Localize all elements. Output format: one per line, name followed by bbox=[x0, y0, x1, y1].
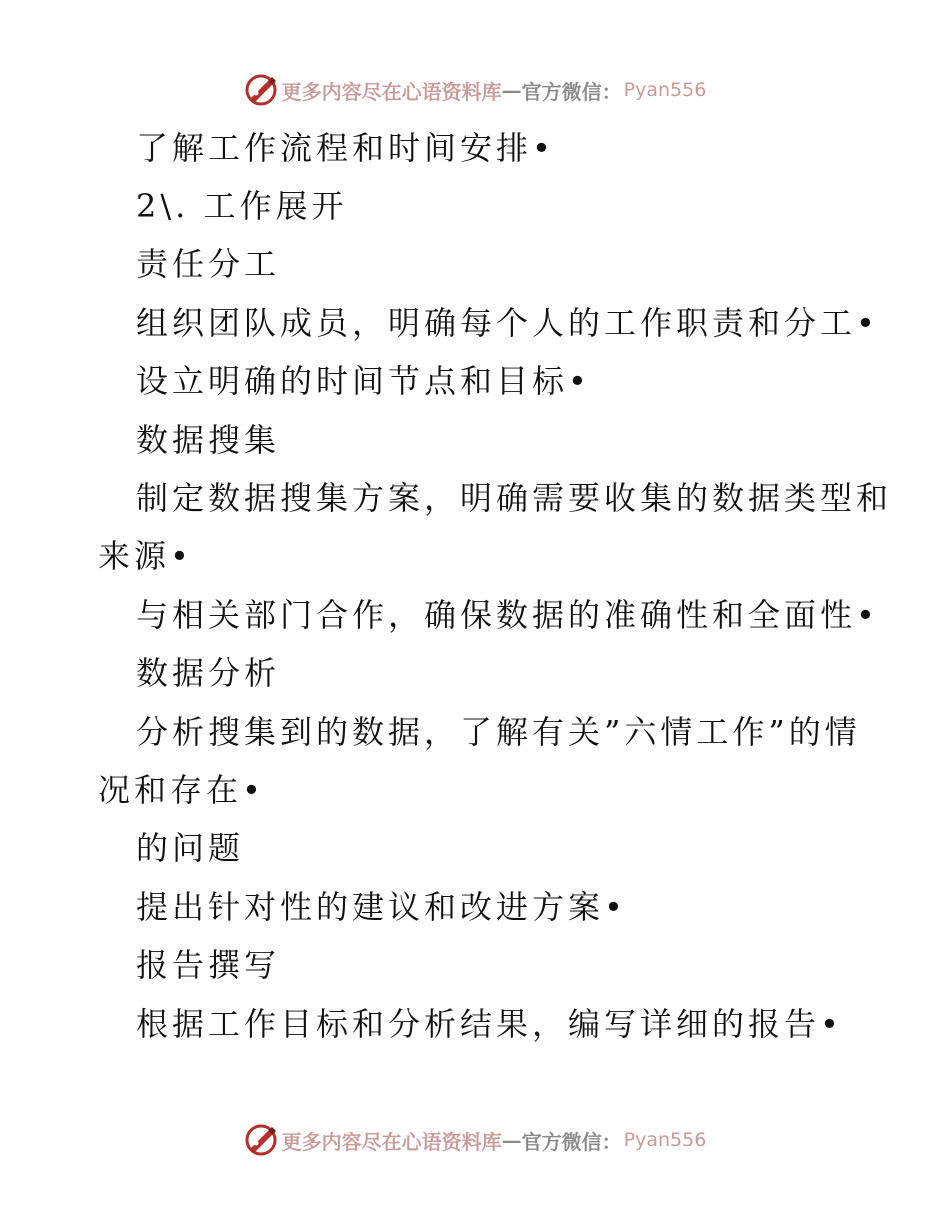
text-line: 的问题 bbox=[136, 829, 245, 867]
banner-wechat-label: 官方微信： bbox=[521, 79, 622, 104]
header-banner bbox=[0, 70, 950, 110]
banner-wechat-id: Pyan556 bbox=[623, 1129, 707, 1151]
text-line-continuation: 来源• bbox=[98, 537, 193, 575]
text-line: 分析搜集到的数据，了解有关”六情工作”的情 bbox=[136, 713, 861, 751]
banner-wechat-id: Pyan556 bbox=[623, 79, 707, 101]
text-line: 设立明确的时间节点和目标• bbox=[136, 362, 591, 400]
footer-banner bbox=[0, 1120, 950, 1160]
text-line: 与相关部门合作，确保数据的准确性和全面性• bbox=[136, 596, 879, 634]
banner-dash: — bbox=[501, 1128, 522, 1152]
subheading: 数据搜集 bbox=[136, 421, 281, 459]
text-line-continuation: 况和存在• bbox=[98, 771, 265, 809]
text-line: 组织团队成员，明确每个人的工作职责和分工• bbox=[136, 304, 879, 342]
banner-wechat-label: 官方微信： bbox=[521, 1129, 622, 1154]
text-line: 提出针对性的建议和改进方案• bbox=[136, 888, 627, 926]
banner-dash: — bbox=[501, 78, 522, 102]
pen-logo-icon bbox=[244, 1123, 278, 1157]
text-line: 根据工作目标和分析结果，编写详细的报告• bbox=[136, 1005, 843, 1043]
subheading: 报告撰写 bbox=[136, 946, 281, 984]
pen-logo-icon bbox=[244, 73, 278, 107]
banner-site-text: 更多内容尽在心语资料库 bbox=[281, 1129, 502, 1154]
subheading: 数据分析 bbox=[136, 654, 281, 692]
text-line: 制定数据搜集方案，明确需要收集的数据类型和 bbox=[136, 479, 893, 517]
banner-site-text: 更多内容尽在心语资料库 bbox=[281, 79, 502, 104]
text-line: 了解工作流程和时间安排• bbox=[136, 129, 555, 167]
section-heading: 2\. 工作展开 bbox=[136, 187, 348, 225]
subheading: 责任分工 bbox=[136, 245, 281, 283]
